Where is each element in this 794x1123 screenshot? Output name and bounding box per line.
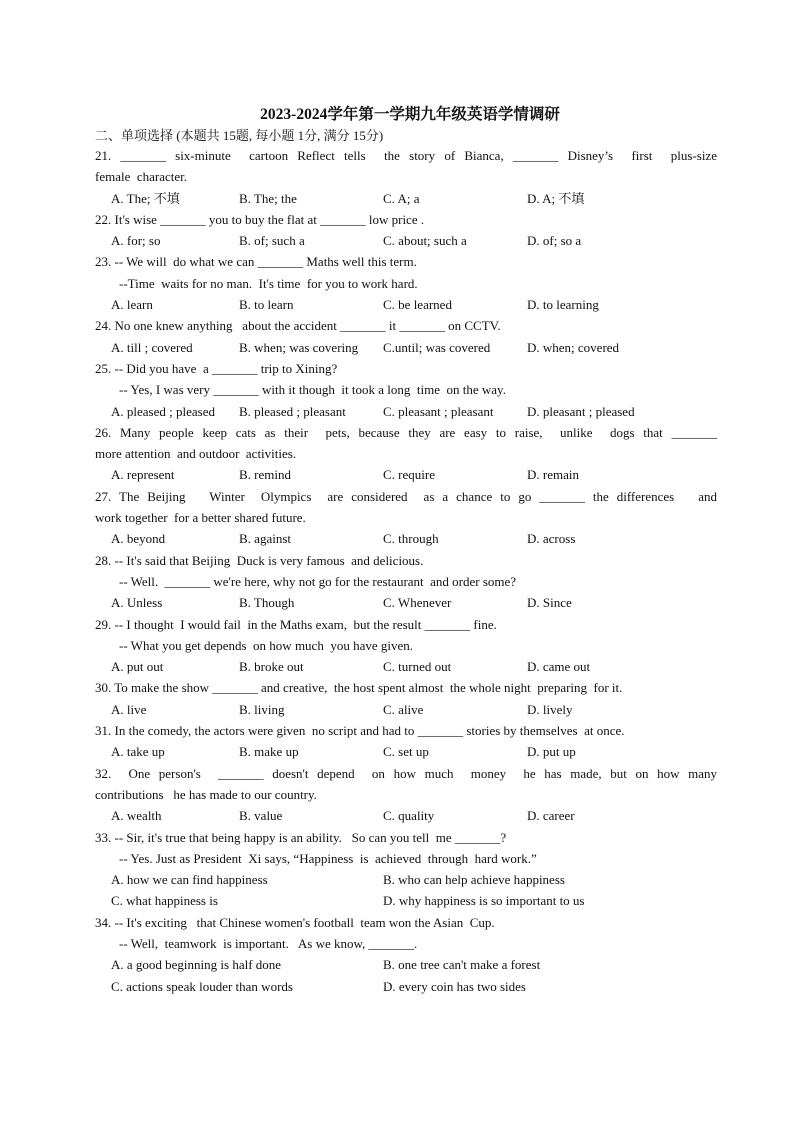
option-c[interactable]: C. set up bbox=[383, 744, 429, 760]
option-d[interactable]: D. across bbox=[527, 531, 576, 547]
question-32-options bbox=[95, 805, 717, 826]
option-d[interactable]: D. every coin has two sides bbox=[383, 978, 526, 994]
option-d[interactable]: D. came out bbox=[527, 659, 591, 675]
option-d[interactable]: D. of; so a bbox=[527, 233, 582, 249]
question-31-options bbox=[95, 741, 717, 762]
exam-page bbox=[95, 104, 717, 997]
page-title: 2023-2024学年第一学期九年级英语学情调研 bbox=[260, 106, 560, 123]
option-a[interactable]: A. pleased ; pleased bbox=[111, 403, 215, 419]
option-d[interactable]: D. when; covered bbox=[527, 339, 620, 355]
option-a[interactable]: A. wealth bbox=[111, 808, 162, 824]
question-25-stem: 25. -- Did you have a _______ trip to Xining? bbox=[95, 360, 338, 376]
question-30-stem: 30. To make the show _______ and creative, the host spent almost the whole night preparing for it. bbox=[95, 680, 623, 696]
question-28-stem: 28. -- It's said that Beijing Duck is very famous and delicious. bbox=[95, 552, 424, 568]
question-26-options bbox=[95, 464, 717, 485]
option-a[interactable]: A. how we can find happiness bbox=[111, 872, 268, 888]
option-a[interactable]: A. a good beginning is half done bbox=[111, 957, 282, 973]
question-27-stem-cont: work together for a better shared future. bbox=[95, 510, 306, 526]
option-c[interactable]: C. through bbox=[383, 531, 439, 547]
question-27-stem: 27. The Beijing Winter Olympics are considered as a chance to go _______ the differences and bbox=[95, 488, 717, 504]
option-b[interactable]: B. to learn bbox=[239, 297, 294, 313]
question-32-stem: 32. One person's _______ doesn't depend on how much money he has made, but on how many bbox=[95, 765, 717, 781]
option-d[interactable]: D. career bbox=[527, 808, 575, 824]
option-c[interactable]: C. what happiness is bbox=[111, 893, 218, 909]
question-34-stem: 34. -- It's exciting that Chinese women's football team won the Asian Cup. bbox=[95, 914, 495, 930]
option-b[interactable]: B. Though bbox=[239, 595, 295, 611]
option-c[interactable]: C. pleasant ; pleasant bbox=[383, 403, 494, 419]
option-d[interactable]: D. to learning bbox=[527, 297, 599, 313]
question-29-options bbox=[95, 656, 717, 677]
option-b[interactable]: B. broke out bbox=[239, 659, 304, 675]
question-34-options-ab bbox=[95, 954, 717, 975]
question-34-options-cd bbox=[95, 976, 717, 997]
option-c[interactable]: C. require bbox=[383, 467, 435, 483]
option-a[interactable]: A. represent bbox=[111, 467, 175, 483]
option-a[interactable]: A. The; 不填 bbox=[111, 190, 180, 206]
question-26-stem: 26. Many people keep cats as their pets, because they are easy to raise, unlike dogs that _______ bbox=[95, 424, 717, 440]
option-a[interactable]: A. for; so bbox=[111, 233, 161, 249]
option-d[interactable]: D. remain bbox=[527, 467, 579, 483]
question-33-options-cd bbox=[95, 890, 717, 911]
option-b[interactable]: B. who can help achieve happiness bbox=[383, 872, 565, 888]
option-c[interactable]: C. alive bbox=[383, 701, 424, 717]
option-b[interactable]: B. make up bbox=[239, 744, 299, 760]
option-b[interactable]: B. value bbox=[239, 808, 283, 824]
question-30-options bbox=[95, 699, 717, 720]
question-23-options bbox=[95, 294, 717, 315]
option-c[interactable]: C. turned out bbox=[383, 659, 452, 675]
question-31-stem: 31. In the comedy, the actors were given no script and had to _______ stories by themselves at once. bbox=[95, 723, 625, 739]
option-b[interactable]: B. against bbox=[239, 531, 291, 547]
option-c[interactable]: C. A; a bbox=[383, 190, 420, 206]
question-27-options bbox=[95, 528, 717, 549]
question-32-stem-cont: contributions he has made to our country. bbox=[95, 786, 317, 802]
question-21-stem-cont: female character. bbox=[95, 169, 188, 185]
option-b[interactable]: B. pleased ; pleasant bbox=[239, 403, 346, 419]
option-d[interactable]: D. pleasant ; pleased bbox=[527, 403, 635, 419]
option-c[interactable]: C. be learned bbox=[383, 297, 452, 313]
question-25-options bbox=[95, 401, 717, 422]
option-b[interactable]: B. of; such a bbox=[239, 233, 305, 249]
question-29-dialog: -- What you get depends on how much you have given. bbox=[119, 637, 413, 653]
question-23-stem: 23. -- We will do what we can _______ Maths well this term. bbox=[95, 254, 417, 270]
question-25-dialog: -- Yes, I was very _______ with it though it took a long time on the way. bbox=[119, 382, 506, 398]
option-b[interactable]: B. one tree can't make a forest bbox=[383, 957, 541, 973]
question-21-options bbox=[95, 188, 717, 209]
question-28-options bbox=[95, 592, 717, 613]
option-d[interactable]: D. why happiness is so important to us bbox=[383, 893, 585, 909]
option-c[interactable]: C. Whenever bbox=[383, 595, 452, 611]
question-28-dialog: -- Well. _______ we're here, why not go for the restaurant and order some? bbox=[119, 573, 517, 589]
question-22-stem: 22. It's wise _______ you to buy the flat at _______ low price . bbox=[95, 211, 425, 227]
question-29-stem: 29. -- I thought I would fail in the Maths exam, but the result _______ fine. bbox=[95, 616, 497, 632]
question-22-options bbox=[95, 230, 717, 251]
question-33-options-ab bbox=[95, 869, 717, 890]
question-21-stem: 21. _______ six-minute cartoon Reflect tells the story of Bianca, _______ Disney’s first plus-size bbox=[95, 148, 717, 163]
question-33-stem: 33. -- Sir, it's true that being happy is an ability. So can you tell me _______? bbox=[95, 829, 507, 845]
option-b[interactable]: B. living bbox=[239, 701, 285, 717]
question-34-dialog: -- Well, teamwork is important. As we know, _______. bbox=[119, 935, 418, 951]
option-c[interactable]: C. actions speak louder than words bbox=[111, 978, 293, 994]
option-a[interactable]: A. learn bbox=[111, 297, 153, 313]
question-24-stem: 24. No one knew anything about the accident _______ it _______ on CCTV. bbox=[95, 318, 501, 334]
option-a[interactable]: A. beyond bbox=[111, 531, 166, 547]
option-b[interactable]: B. when; was covering bbox=[239, 339, 359, 355]
section-heading: 二、单项选择 (本题共 15题, 每小题 1分, 满分 15分) bbox=[95, 128, 384, 143]
option-c[interactable]: C. quality bbox=[383, 808, 435, 824]
option-b[interactable]: B. The; the bbox=[239, 190, 297, 206]
question-23-dialog: --Time waits for no man. It's time for you to work hard. bbox=[119, 275, 418, 291]
option-d[interactable]: D. put up bbox=[527, 744, 576, 760]
option-a[interactable]: A. put out bbox=[111, 659, 164, 675]
question-24-options bbox=[95, 337, 717, 358]
option-b[interactable]: B. remind bbox=[239, 467, 291, 483]
option-d[interactable]: D. Since bbox=[527, 595, 572, 611]
option-d[interactable]: D. lively bbox=[527, 701, 573, 717]
option-d[interactable]: D. A; 不填 bbox=[527, 190, 585, 206]
option-c[interactable]: C. about; such a bbox=[383, 233, 467, 249]
option-a[interactable]: A. till ; covered bbox=[111, 339, 193, 355]
option-a[interactable]: A. live bbox=[111, 701, 147, 717]
question-33-dialog: -- Yes. Just as President Xi says, “Happiness is achieved through hard work.” bbox=[119, 850, 537, 866]
option-a[interactable]: A. Unless bbox=[111, 595, 163, 611]
question-26-stem-cont: more attention and outdoor activities. bbox=[95, 446, 297, 462]
option-c[interactable]: C.until; was covered bbox=[383, 339, 491, 355]
option-a[interactable]: A. take up bbox=[111, 744, 165, 760]
